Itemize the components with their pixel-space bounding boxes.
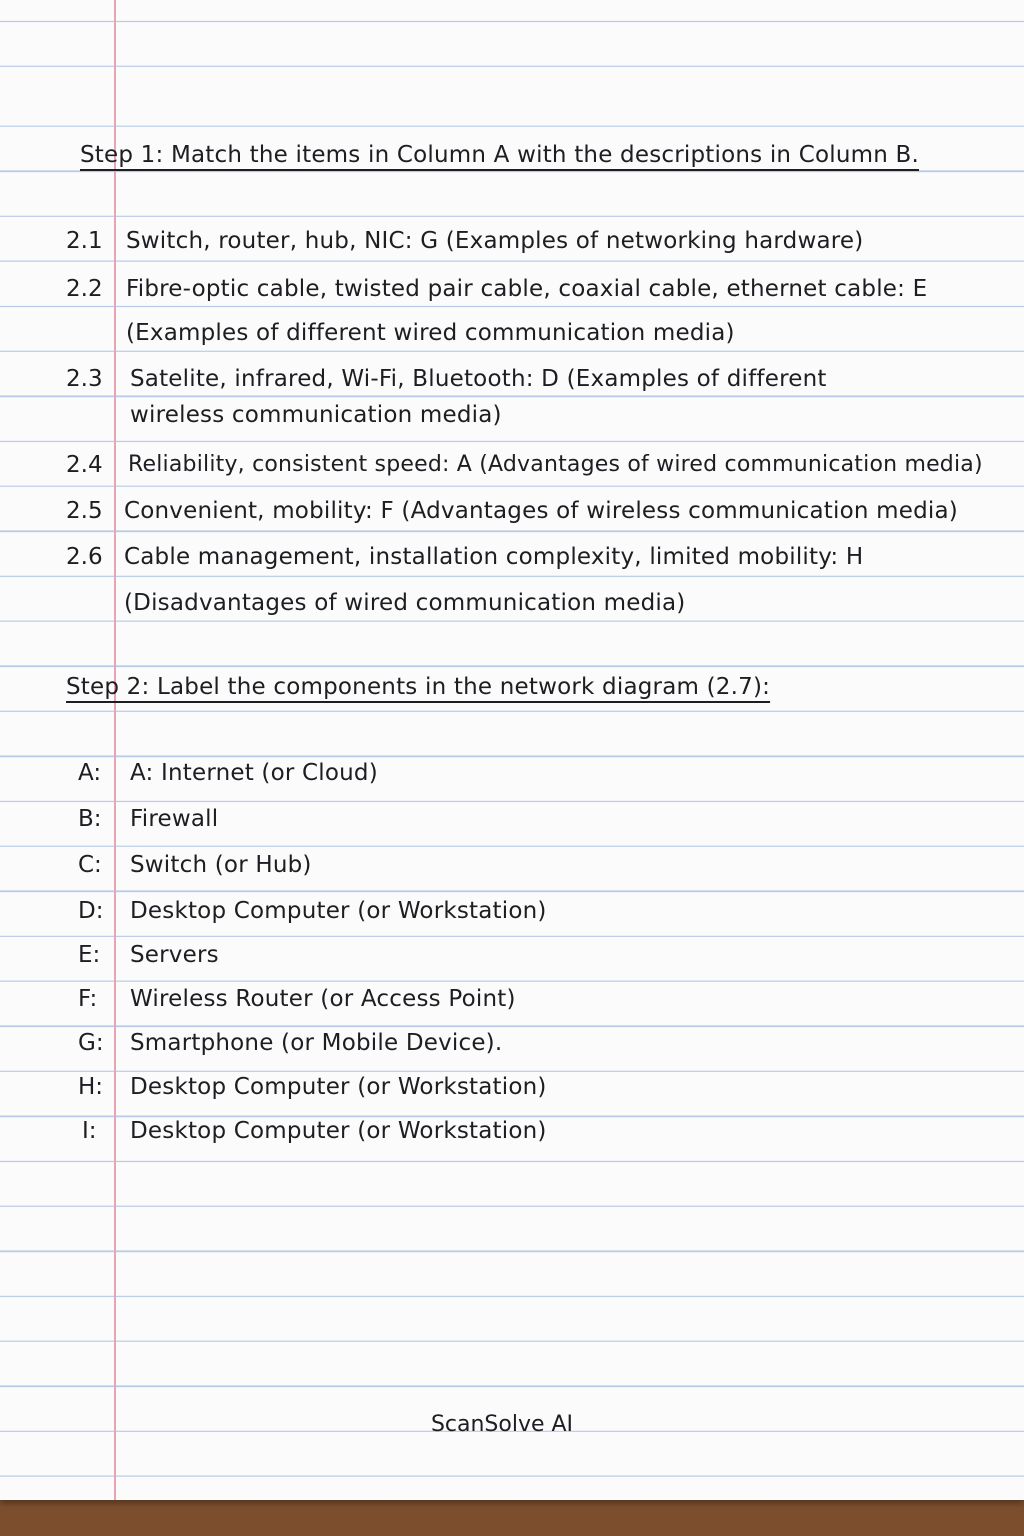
item-text: Satelite, infrared, Wi-Fi, Bluetooth: D (Examples of different	[130, 366, 827, 392]
item-text-continued: (Examples of different wired communication media)	[126, 320, 735, 346]
label-text: Desktop Computer (or Workstation)	[130, 1118, 547, 1144]
step1-heading: Step 1: Match the items in Column A with the descriptions in Column B.	[80, 142, 919, 168]
item-text: Fibre-optic cable, twisted pair cable, coaxial cable, ethernet cable: E	[126, 276, 928, 302]
label-key: F:	[78, 986, 98, 1012]
label-key: A:	[78, 760, 102, 786]
item-number: 2.3	[66, 366, 103, 392]
footer-brand: ScanSolve AI	[430, 1412, 574, 1437]
item-text: Cable management, installation complexity, limited mobility: H	[124, 544, 864, 570]
label-key: D:	[78, 898, 104, 924]
item-text-continued: wireless communication media)	[130, 402, 502, 428]
item-number: 2.4	[66, 452, 103, 478]
item-text: Reliability, consistent speed: A (Advantages of wired communication media)	[128, 452, 983, 477]
label-text: Smartphone (or Mobile Device).	[130, 1030, 503, 1056]
item-text: Switch, router, hub, NIC: G (Examples of networking hardware)	[126, 228, 864, 254]
label-key: H:	[78, 1074, 104, 1100]
label-text: Desktop Computer (or Workstation)	[130, 898, 547, 924]
label-text: Servers	[130, 942, 219, 968]
label-text: Desktop Computer (or Workstation)	[130, 1074, 547, 1100]
item-text: Convenient, mobility: F (Advantages of wireless communication media)	[124, 498, 958, 524]
label-text: Wireless Router (or Access Point)	[130, 986, 516, 1012]
item-number: 2.6	[66, 544, 103, 570]
label-text: Switch (or Hub)	[130, 852, 312, 878]
label-text: A: Internet (or Cloud)	[130, 760, 378, 786]
label-key: G:	[78, 1030, 104, 1056]
item-number: 2.1	[66, 228, 103, 254]
margin-line	[114, 0, 116, 1500]
label-text: Firewall	[130, 806, 219, 832]
label-key: B:	[78, 806, 102, 832]
label-key: E:	[78, 942, 101, 968]
item-text-continued: (Disadvantages of wired communication media)	[124, 590, 686, 616]
label-key: C:	[78, 852, 102, 878]
step2-heading: Step 2: Label the components in the network diagram (2.7):	[66, 674, 771, 700]
label-key: I:	[82, 1118, 97, 1144]
item-number: 2.5	[66, 498, 103, 524]
item-number: 2.2	[66, 276, 103, 302]
